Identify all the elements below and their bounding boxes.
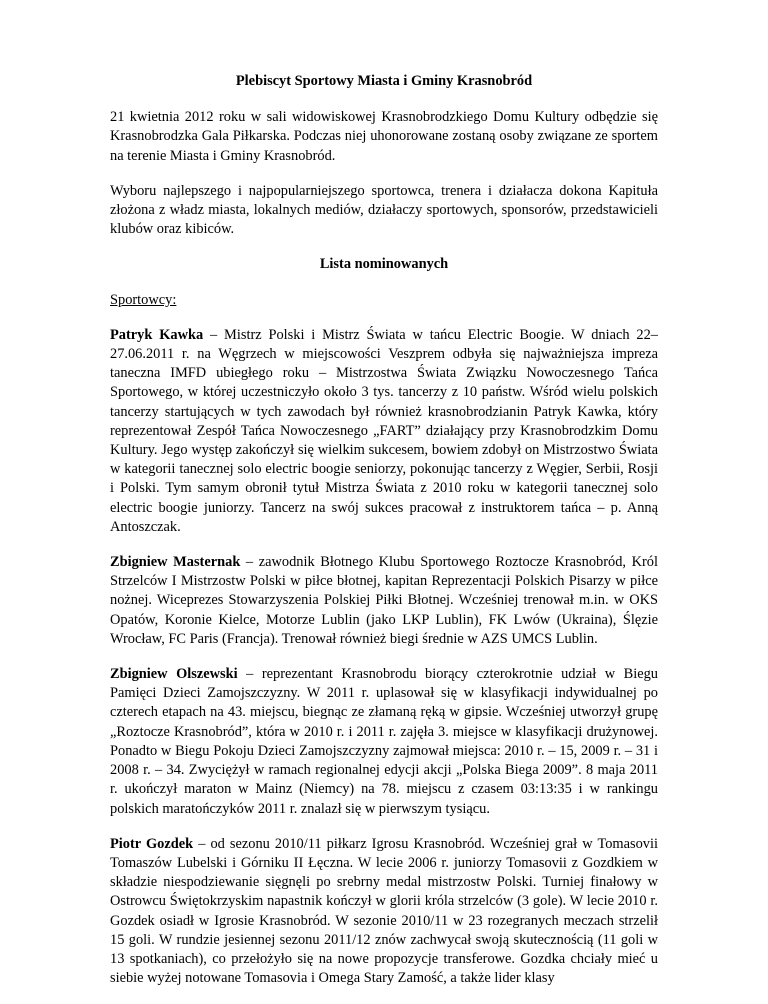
section-label-athletes: Sportowcy: bbox=[110, 291, 177, 308]
nominee-description: – od sezonu 2010/11 piłkarz Igrosu Krasnobród. Wcześniej grał w Tomasovii Tomaszów Lubelski i Górniku II Łęczna. W lecie 2006 r. juniorzy Tomasovii z Gozdkiem w składzie niespodziewanie sięgnęli po srebrny medal mistrzostw Polski. Turniej finałowy w Ostrowcu Świętokrzyskim napastnik kończył w glorii króla strzelców (3 gole). W lecie 2010 r. Gozdek osiadł w Igrosie Krasnobród. W sezonie 2010/11 w 23 rozegranych meczach strzelił 15 goli. W rundzie jesiennej sezonu 2011/12 znów zachwycał swoją skutecznością (11 goli w 13 spotkaniach), co przełożyło się na nowe propozycje transferowe. Gozdka chciały mieć u siebie wyżej notowane Tomasovia i Omega Stary Zamość, a także lider klasy bbox=[110, 835, 658, 987]
nominee-description: – Mistrz Polski i Mistrz Świata w tańcu Electric Boogie. W dniach 22–27.06.2011 r. na Węgrzech w miejscowości Veszprem odbyła się najważniejsza impreza taneczna IMFD ubiegłego roku – Mistrzostwa Świata Związku Nowoczesnego Tańca Sportowego, w której uczestniczyło około 3 tys. tancerzy z 10 państw. Wśród wielu polskich tancerzy startujących w tych zawodach był również krasnobrodzianin Patryk Kawka, który reprezentował Zespół Tańca Nowoczesnego „FART” działający przy Krasnobrodzkim Domu Kultury. Jego występ zakończył się wielkim sukcesem, bowiem zdobył on Mistrzostwo Świata w kategorii tanecznej solo electric boogie seniorzy, pokonując tancerzy z Węgier, Serbii, Rosji i Polski. Tym samym obronił tytuł Mistrza Świata z 2010 roku w kategorii tanecznej solo electric boogie juniorzy. Tancerz na swój sukces pracował z instruktorem tańca – p. Anną Antoszczak. bbox=[110, 326, 658, 535]
document-page bbox=[110, 72, 658, 1004]
nominee-name: Patryk Kawka bbox=[110, 326, 204, 343]
nominee-paragraph bbox=[110, 665, 658, 819]
nominee-name: Zbigniew Olszewski bbox=[110, 666, 238, 683]
intro-paragraph: 21 kwietnia 2012 roku w sali widowiskowej Krasnobrodzkiego Domu Kultury odbędzie się Krasnobrodzka Gala Piłkarska. Podczas niej uhonorowane zostaną osoby związane ze sportem na terenie Miasta i Gminy Krasnobród. bbox=[110, 109, 658, 164]
nominee-description: – zawodnik Błotnego Klubu Sportowego Roztocze Krasnobród, Król Strzelców I Mistrzostw Polski w piłce błotnej, kapitan Reprezentacji Polskich Pisarzy w piłce nożnej. Wiceprezes Stowarzyszenia Polskiej Piłki Błotnej. Wcześniej trenował m.in. w OKS Opatów, Koronie Kielce, Motorze Lublin (jako LKP Lublin), FK Lwów (Ukraina), Ślęzie Wrocław, FC Paris (Francja). Trenował również biegi średnie w AZS UMCS Lublin. bbox=[110, 554, 658, 647]
nominee-paragraph bbox=[110, 835, 658, 989]
nominee-paragraph bbox=[110, 553, 658, 649]
nominee-paragraph bbox=[110, 326, 658, 537]
document-title: Plebiscyt Sportowy Miasta i Gminy Krasnobród bbox=[235, 73, 533, 89]
nominee-description: – reprezentant Krasnobrodu biorący czterokrotnie udział w Biegu Pamięci Dzieci Zamojszczyzny. W 2011 r. uplasował się w klasyfikacji indywidualnej po czterech etapach na 43. miejscu, biegnąc ze złamaną ręką w gipsie. Wcześniej utworzył grupę „Roztocze Krasnobród”, która w 2010 r. i 2011 r. zajęła 3. miejsce w klasyfikacji drużynowej. Ponadto w Biegu Pokoju Dzieci Zamojszczyzny zajmował miejsca: 2010 r. – 15, 2009 r. – 31 i 2008 r. – 34. Zwyciężył w ramach regionalnej edycji akcji „Polska Biega 2009”. 8 maja 2011 r. ukończył maraton w Mainz (Niemcy) na 78. miejscu z czasem 03:13:35 i w rankingu polskich maratończyków 2011 r. znalazł się w pierwszym tysiącu. bbox=[110, 666, 658, 817]
nominee-name: Zbigniew Masternak bbox=[110, 554, 241, 571]
nominee-name: Piotr Gozdek bbox=[110, 835, 194, 852]
intro-paragraph: Wyboru najlepszego i najpopularniejszego sportowca, trenera i działacza dokona Kapituła złożona z władz miasta, lokalnych mediów, działaczy sportowych, sponsorów, przedstawicieli klubów oraz kibiców. bbox=[110, 182, 658, 238]
nominees-heading: Lista nominowanych bbox=[319, 256, 449, 273]
